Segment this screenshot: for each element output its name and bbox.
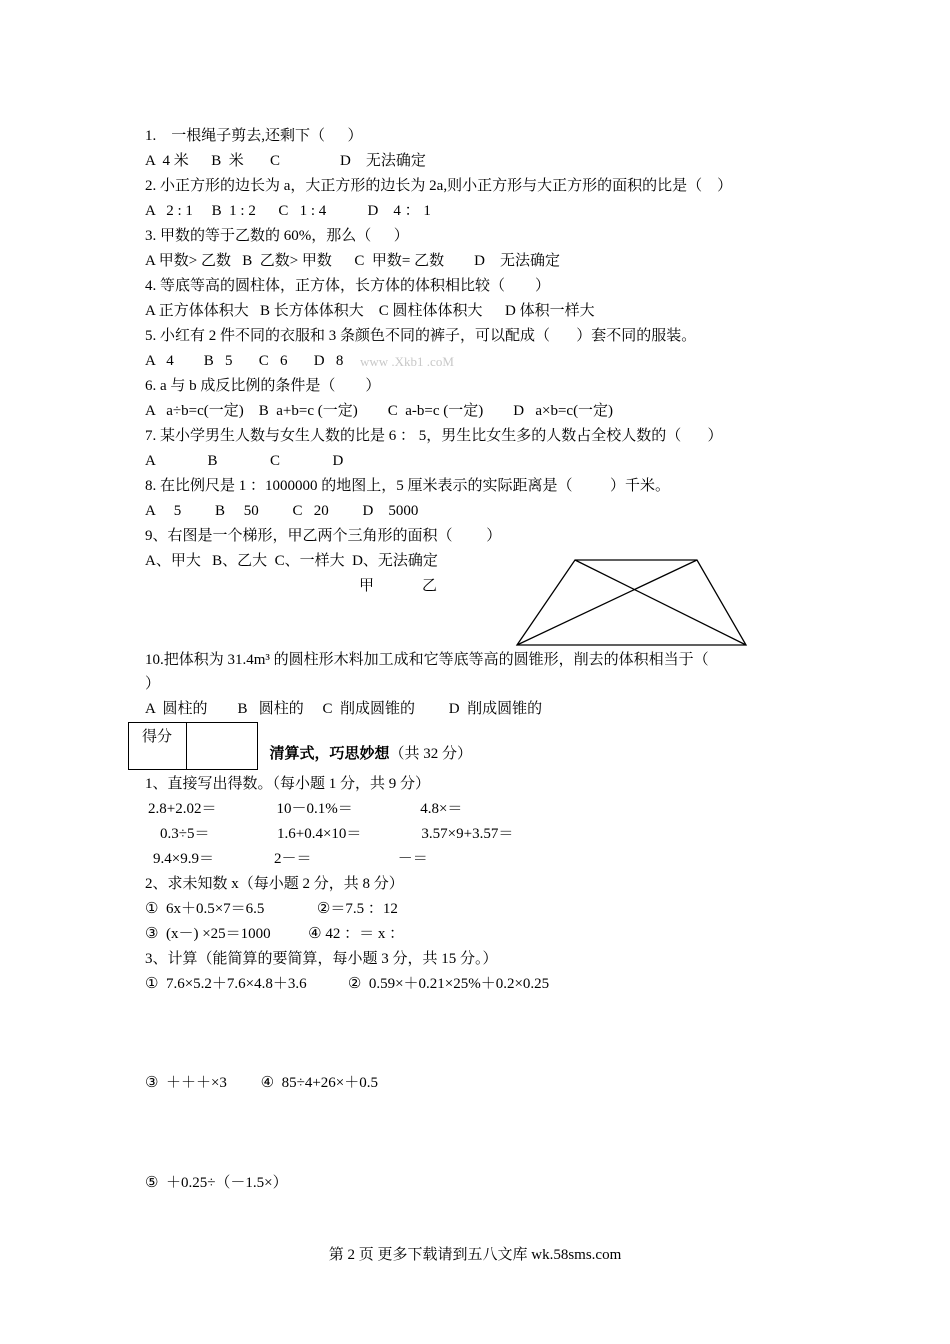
label-yi: 乙: [422, 578, 438, 594]
part3-title: 3、计算（能简算的要简算，每小题 3 分，共 15 分。）: [145, 951, 498, 967]
part3-row3: ⑤ ＋0.25÷（－1.5×）: [145, 1175, 288, 1191]
q8: 8. 在比例尺是 1 ：1000000 的地图上，5 厘米表示的实际距离是（ ）千米。: [145, 478, 671, 494]
watermark: www .Xkb1 .coM: [360, 354, 454, 369]
part1-row2: 0.3÷5＝ 1.6+0.4×10＝ 3.57×9+3.57＝: [160, 826, 514, 842]
label-jia: 甲: [359, 578, 375, 594]
q3: 3. 甲数的等于乙数的 60%，那么（ ）: [145, 228, 409, 244]
part1-row3: 9.4×9.9＝ 2－＝ －＝: [153, 851, 428, 867]
q6: 6. a 与 b 成反比例的条件是（ ）: [145, 378, 381, 394]
q9-options: A、甲大 B、乙大 C、一样大 D、无法确定: [145, 553, 438, 569]
trapezoid-diagonal-2: [517, 560, 697, 645]
section-heading-bold: 清算式，巧思妙想: [269, 746, 390, 762]
q6-options: A a÷b=c(一定) B a+b=c (一定) C a-b=c (一定) D a×b=c(一定): [145, 403, 614, 419]
q5-options: A 4 B 5 C 6 D 8: [145, 353, 344, 369]
trapezoid-outline: [517, 560, 746, 645]
q10-options: A 圆柱的 B 圆柱的 C 削成圆锥的 D 削成圆锥的: [145, 701, 543, 717]
q1: 1. 一根绳子剪去,还剩下（ ）: [145, 128, 363, 144]
part2-row1: ① 6x＋0.5×7＝6.5 ②＝7.5 ：12: [145, 901, 398, 917]
q1-options: A 4 米 B 米 C D 无法确定: [145, 153, 426, 169]
q7-options: A B C D: [145, 453, 344, 469]
score-box: [128, 722, 258, 770]
part1-row1: 2.8+2.02＝ 10－0.1%＝ 4.8×＝: [148, 801, 463, 817]
q4-options: A 正方体体积大 B 长方体体积大 C 圆柱体体积大 D 体积一样大: [145, 303, 595, 319]
part2-row2: ③ (x－) ×25＝1000 ④ 42 ：＝ x ：: [145, 926, 405, 942]
trapezoid-figure: [510, 555, 750, 649]
q2-options: A 2 : 1 B 1 : 2 C 1 : 4 D 4 ： 1: [145, 203, 431, 219]
q9: 9、右图是一个梯形，甲乙两个三角形的面积（ ）: [145, 528, 502, 544]
part2-title: 2、求未知数 x（每小题 2 分，共 8 分）: [145, 876, 404, 892]
q4: 4. 等底等高的圆柱体，正方体，长方体的体积相比较（ ）: [145, 278, 551, 294]
section-heading: [262, 724, 472, 764]
q2: 2. 小正方形的边长为 a，大正方形的边长为 2a,则小正方形与大正方形的面积的比是（ ）: [145, 178, 733, 194]
part3-row1: ① 7.6×5.2＋7.6×4.8＋3.6 ② 0.59×＋0.21×25%＋0.2×0.25: [145, 976, 550, 992]
q8-options: A 5 B 50 C 20 D 5000: [145, 503, 419, 519]
page-footer: 第 2 页 更多下载请到五八文库 wk.58sms.com: [328, 1247, 622, 1263]
q5: 5. 小红有 2 件不同的衣服和 3 条颜色不同的裤子，可以配成（ ）套不同的服装。: [145, 328, 697, 344]
q7: 7. 某小学男生人数与女生人数的比是 6 ： 5，男生比女生多的人数占全校人数的（ ）: [145, 428, 723, 444]
section-heading-points: （共 32 分）: [389, 746, 473, 762]
score-box-divider: [186, 723, 187, 769]
trapezoid-diagonal-1: [575, 560, 746, 645]
q3-options: A 甲数> 乙数 B 乙数> 甲数 C 甲数= 乙数 D 无法确定: [145, 253, 560, 269]
score-label: 得分: [142, 729, 173, 745]
part1-title: 1、直接写出得数。（每小题 1 分，共 9 分）: [145, 776, 431, 792]
part3-row2: ③ ＋＋＋×3 ④ 85÷4+26×＋0.5: [145, 1075, 379, 1091]
q10: 10.把体积为 31.4m³ 的圆柱形木料加工成和它等底等高的圆锥形，削去的体积相当于（: [145, 652, 709, 668]
q10-cont: ）: [145, 676, 161, 692]
